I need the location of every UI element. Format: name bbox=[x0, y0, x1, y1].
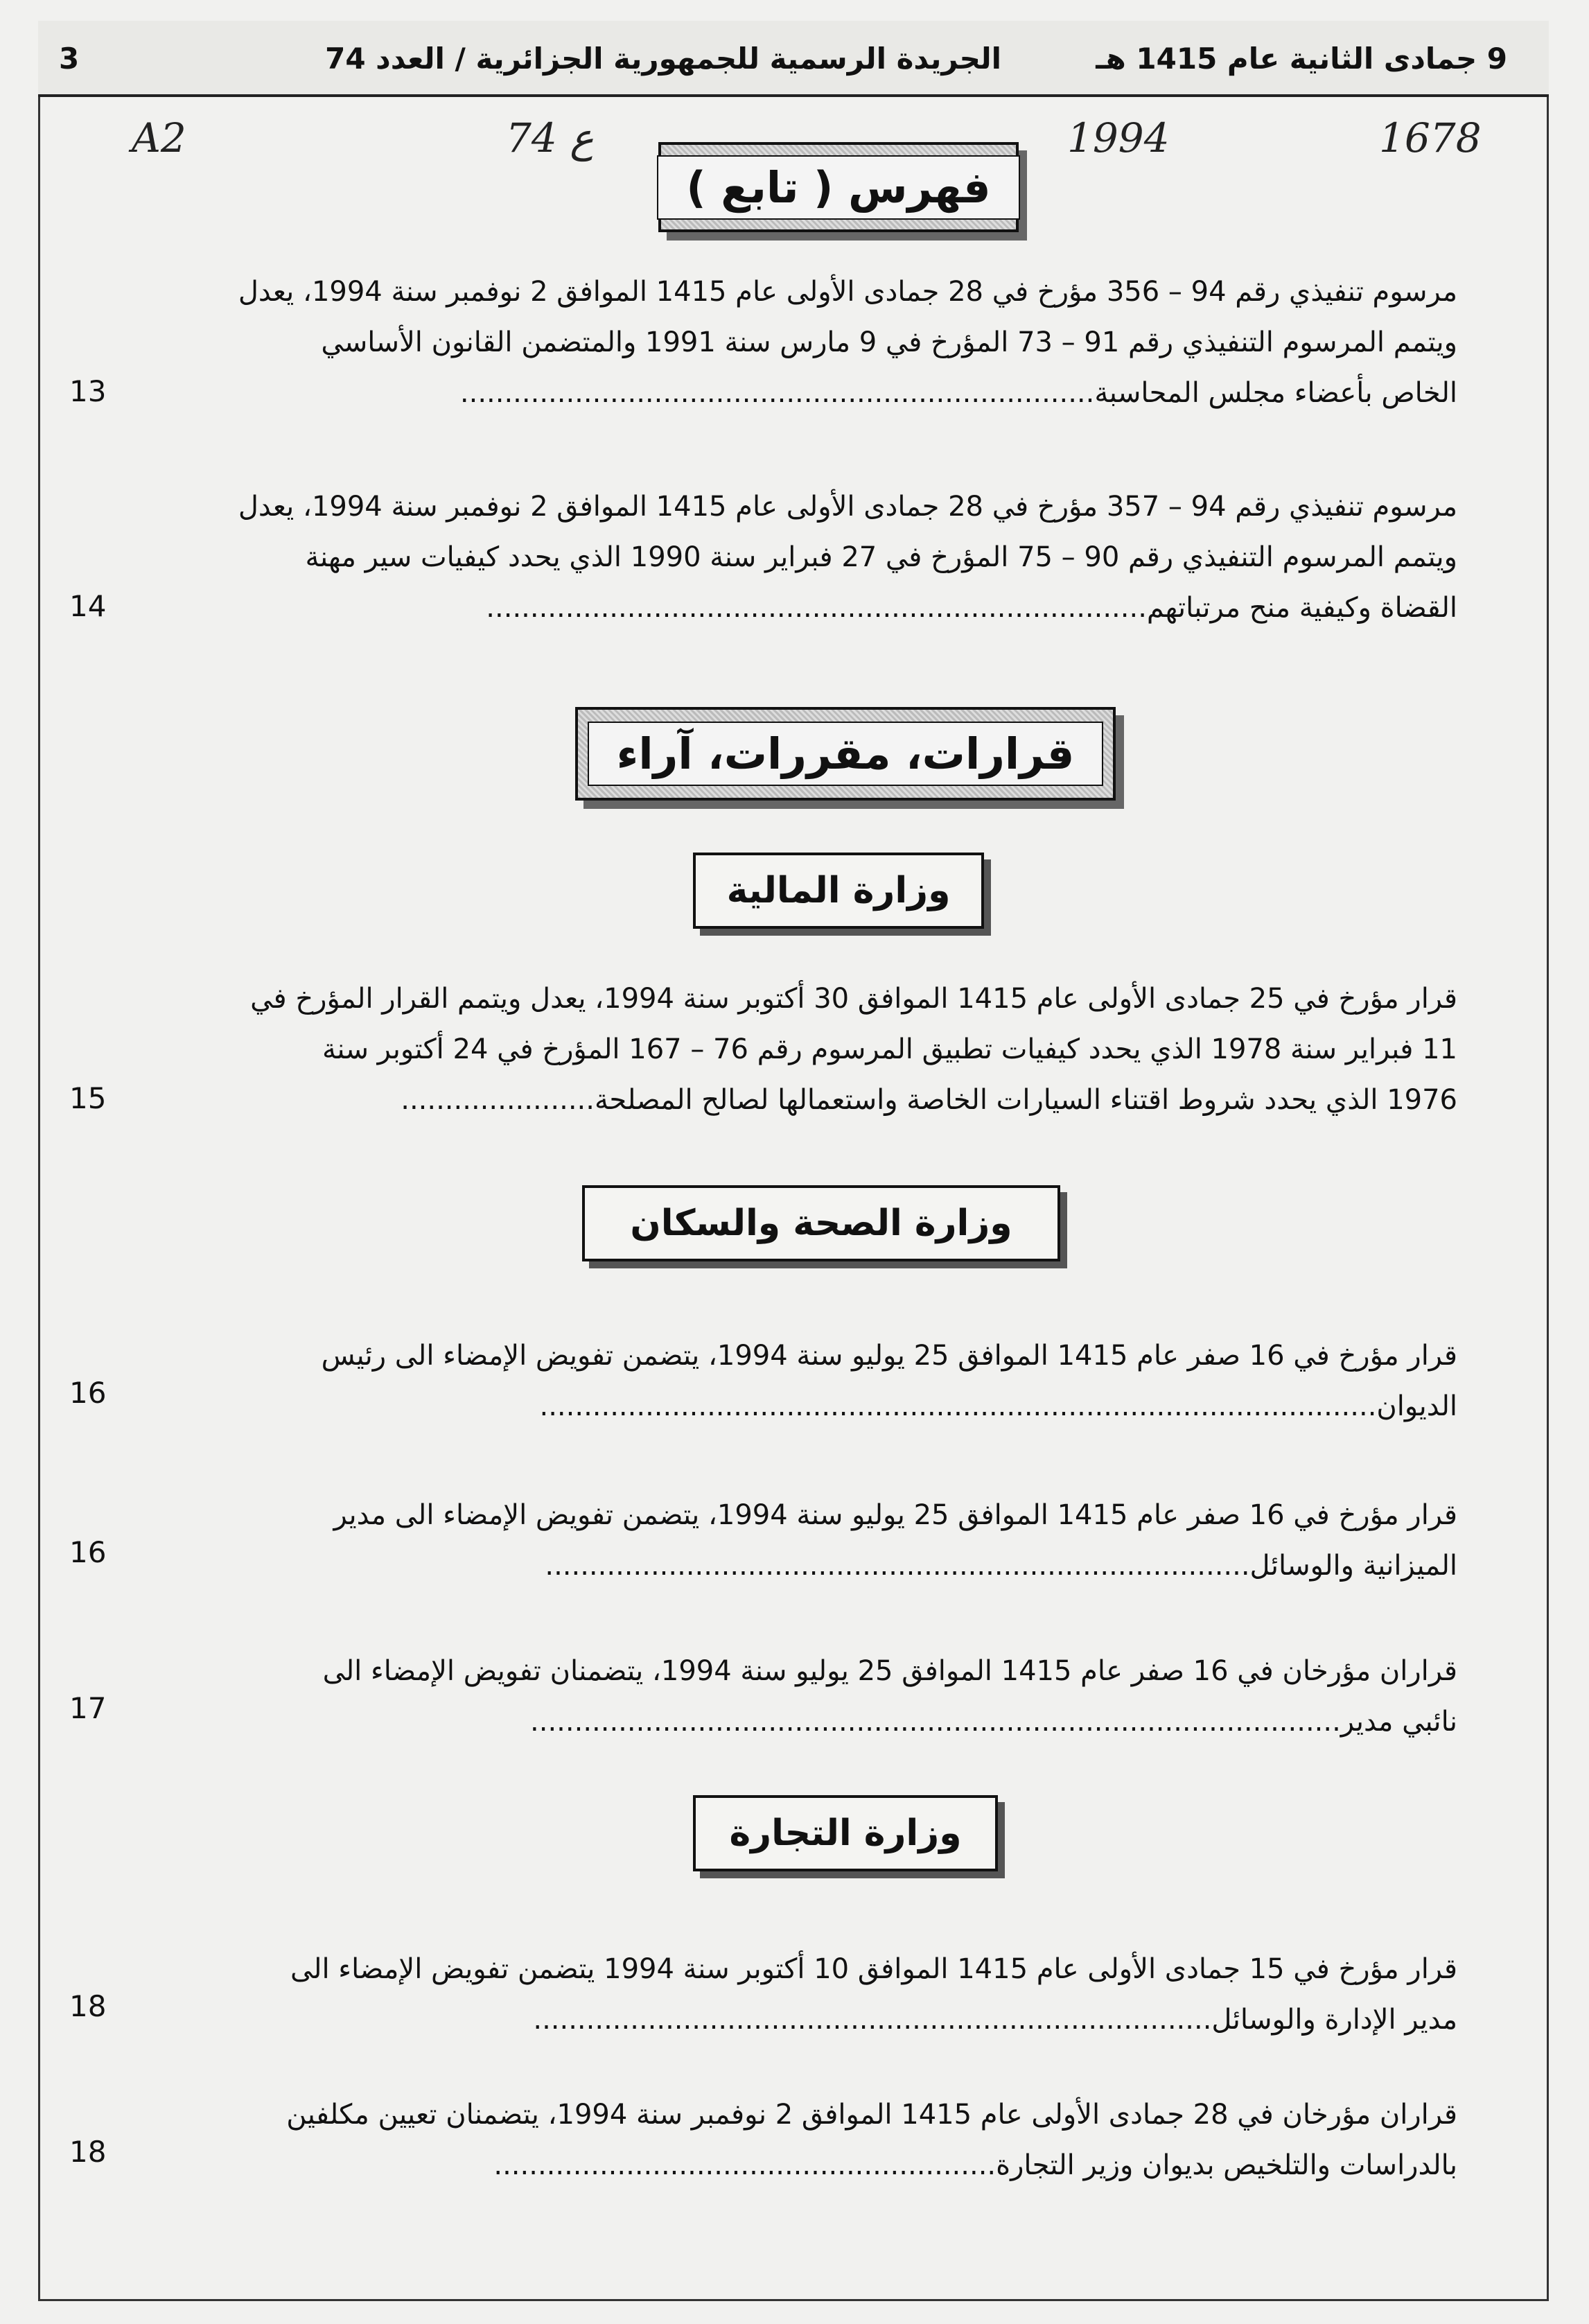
index-entry bbox=[155, 1490, 1457, 1591]
header-dates: 9 جمادى الثانية عام 1415 هـ bbox=[1096, 42, 1507, 76]
decisions-title-box bbox=[575, 707, 1116, 801]
entry-line: قرار مؤرخ في 16 صفر عام 1415 الموافق 25 يوليو سنة 1994، يتضمن تفويض الإمضاء الى مدير bbox=[333, 1499, 1457, 1531]
page-header bbox=[38, 21, 1549, 97]
index-entry bbox=[155, 974, 1457, 1126]
header-journal-title: الجريدة الرسمية للجمهورية الجزائرية / العدد 74 bbox=[325, 42, 1001, 76]
entry-line: القضاة وكيفية منح مرتباتهم........................................................................... bbox=[486, 592, 1457, 624]
ministry-health-box bbox=[582, 1185, 1060, 1261]
entry-page-number: 16 bbox=[69, 1376, 107, 1410]
entry-line: الميزانية والوسائل................................................................................ bbox=[545, 1550, 1457, 1582]
entry-page-number: 14 bbox=[69, 589, 107, 623]
entry-line: بالدراسات والتلخيص بديوان وزير التجارة......................................................... bbox=[493, 2149, 1457, 2181]
ministry-health: وزارة الصحة والسكان bbox=[630, 1203, 1012, 1244]
entry-line: قرار مؤرخ في 16 صفر عام 1415 الموافق 25 يوليو سنة 1994، يتضمن تفويض الإمضاء الى رئيس bbox=[321, 1340, 1457, 1372]
decisions-title: قرارات، مقررات، آراء bbox=[588, 722, 1104, 786]
index-entry bbox=[155, 2090, 1457, 2191]
entry-line: قرار مؤرخ في 15 جمادى الأولى عام 1415 الموافق 10 أكتوبر سنة 1994 يتضمن تفويض الإمضاء الى bbox=[290, 1953, 1457, 1985]
handwritten-year: 1994 bbox=[1067, 114, 1170, 161]
entry-line: الديوان............................................................................................... bbox=[539, 1390, 1457, 1422]
index-entry bbox=[155, 482, 1457, 634]
entry-line: مدير الإدارة والوسائل............................................................................. bbox=[533, 2004, 1457, 2036]
entry-line: قرار مؤرخ في 25 جمادى الأولى عام 1415 الموافق 30 أكتوبر سنة 1994، يعدل ويتمم القرار المؤرخ في bbox=[250, 983, 1457, 1015]
entry-page-number: 18 bbox=[69, 2135, 107, 2169]
handwritten-ref: 1678 bbox=[1379, 114, 1482, 161]
entry-page-number: 17 bbox=[69, 1691, 107, 1725]
header-page-number: 3 bbox=[59, 42, 80, 76]
index-entry bbox=[155, 1944, 1457, 2045]
ministry-commerce-box bbox=[693, 1795, 998, 1871]
index-entry bbox=[155, 1331, 1457, 1432]
index-entry bbox=[155, 1646, 1457, 1747]
ministry-finance: وزارة المالية bbox=[726, 870, 951, 911]
entry-line: مرسوم تنفيذي رقم 94 – 356 مؤرخ في 28 جمادى الأولى عام 1415 الموافق 2 نوفمبر سنة 1994، يعدل bbox=[238, 276, 1457, 308]
entry-line: نائبي مدير............................................................................................ bbox=[530, 1706, 1457, 1738]
entry-line: قراران مؤرخان في 16 صفر عام 1415 الموافق 25 يوليو سنة 1994، يتضمنان تفويض الإمضاء الى bbox=[322, 1655, 1457, 1687]
entry-page-number: 15 bbox=[69, 1081, 107, 1115]
ministry-finance-box bbox=[693, 853, 984, 929]
index-title-box bbox=[658, 142, 1019, 232]
entry-line: قراران مؤرخان في 28 جمادى الأولى عام 1415 الموافق 2 نوفمبر سنة 1994، يتضمنان تعيين مكلفين bbox=[286, 2099, 1457, 2131]
entry-line: ويتمم المرسوم التنفيذي رقم 91 – 73 المؤرخ في 9 مارس سنة 1991 والمتضمن القانون الأساسي bbox=[321, 326, 1457, 358]
handwritten-code: A2 bbox=[132, 114, 186, 161]
handwritten-issue: 74 ع bbox=[506, 114, 594, 161]
entry-page-number: 18 bbox=[69, 1989, 107, 2023]
ministry-commerce: وزارة التجارة bbox=[729, 1812, 962, 1854]
entry-page-number: 13 bbox=[69, 374, 107, 408]
entry-line: 1976 الذي يحدد شروط اقتناء السيارات الخاصة واستعمالها لصالح المصلحة...................... bbox=[401, 1084, 1457, 1116]
entry-line: ويتمم المرسوم التنفيذي رقم 90 – 75 المؤرخ في 27 فبراير سنة 1990 الذي يحدد كيفيات سير مهنة bbox=[305, 541, 1457, 573]
entry-line: الخاص بأعضاء مجلس المحاسبة........................................................................ bbox=[459, 377, 1457, 409]
entry-page-number: 16 bbox=[69, 1535, 107, 1569]
entry-line: مرسوم تنفيذي رقم 94 – 357 مؤرخ في 28 جمادى الأولى عام 1415 الموافق 2 نوفمبر سنة 1994، يعدل bbox=[238, 491, 1457, 523]
entry-line: 11 فبراير سنة 1978 الذي يحدد كيفيات تطبيق المرسوم رقم 76 – 167 المؤرخ في 24 أكتوبر سنة bbox=[322, 1033, 1457, 1065]
index-title: فهرس ( تابع ) bbox=[657, 155, 1019, 220]
index-entry bbox=[155, 267, 1457, 419]
